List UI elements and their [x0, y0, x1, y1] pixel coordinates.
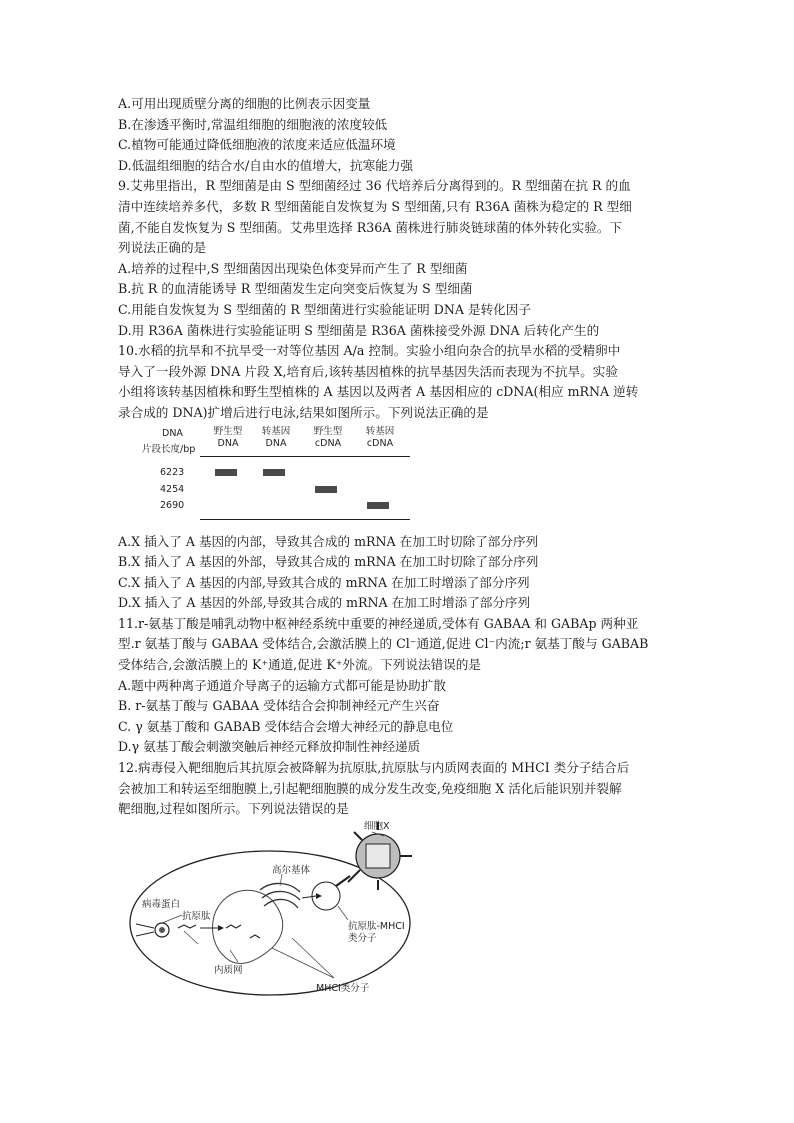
gel-lane-header: [254, 426, 298, 450]
option-line: A.培养的过程中,S 型细菌因出现染色体变异而产生了 R 型细菌: [118, 260, 468, 276]
question-11-options: [118, 676, 678, 758]
lane-label-line2: DNA: [265, 437, 287, 449]
lane-label-line2: cDNA: [314, 437, 342, 449]
gel-top-line: [200, 456, 410, 457]
option-line: D.γ 氨基丁酸会刺激突触后神经元释放抑制性神经递质: [118, 739, 421, 755]
option-line: C. γ 氨基丁酸和 GABAB 受体结合会增大神经元的静息电位: [118, 718, 454, 734]
stem-line: 靶细胞,过程如图所示。下列说法错误的是: [118, 801, 349, 817]
stem-line: 列说法正确的是: [118, 240, 207, 256]
label-complex: 抗原肽-MHCI: [348, 920, 405, 932]
label-virus-protein: 病毒蛋白: [142, 898, 181, 910]
label-golgi: 高尔基体: [272, 864, 311, 876]
gel-band: [263, 469, 285, 476]
question-12-stem: [118, 758, 678, 820]
stem-line: 12.病毒侵入靶细胞后其抗原会被降解为抗原肽,抗原肽与内质网表面的 MHCI 类分子结合后: [118, 760, 630, 776]
gel-lane-header: [206, 426, 250, 450]
lane-label-line1: 野生型: [313, 425, 343, 437]
option-line: B. r-氨基丁酸与 GABAA 受体结合会抑制神经元产生兴奋: [118, 698, 440, 714]
lane-label-line2: cDNA: [366, 437, 394, 449]
option-line: A.可用出现质壁分离的细胞的比例表示因变量: [118, 96, 371, 111]
label-er: 内质网: [214, 964, 243, 976]
option-line: B.X 插入了 A 基因的外部，导致其合成的 mRNA 在加工时切除了部分序列: [118, 554, 539, 570]
option-line: C.植物可能通过降低细胞液的浓度来适应低温环境: [118, 137, 396, 153]
gel-axis-label-unit: 片段长度/bp: [142, 443, 196, 455]
label-antigen-peptide: 抗原肽: [182, 910, 211, 922]
question-8-options: [118, 94, 678, 176]
gel-band: [315, 486, 337, 493]
stem-line: 10.水稻的抗旱和不抗旱受一对等位基因 A/a 控制。实验小组向杂合的抗旱水稻的受精卵中: [118, 343, 621, 359]
stem-line: 小组将该转基因植株和野生型植株的 A 基因以及两者 A 基因相应的 cDNA(相应 mRNA 逆转: [118, 384, 639, 400]
option-line: B.在渗透平衡时,常温组细胞的细胞液的浓度较低: [118, 116, 388, 132]
question-11-stem: [118, 614, 678, 676]
question-10-options: [118, 532, 678, 614]
label-cell-x: 细胞X: [364, 820, 390, 832]
lane-label-line1: 转基因: [261, 425, 291, 437]
gel-bottom-line: [200, 519, 410, 520]
lane-label-line1: 转基因: [365, 425, 395, 437]
electrophoresis-figure: [140, 426, 440, 526]
gel-band: [215, 469, 237, 476]
option-line: B.抗 R 的血清能诱导 R 型细菌发生定向突变后恢复为 S 型细菌: [118, 281, 473, 297]
antigen-presentation-figure: [122, 820, 422, 1000]
label-complex-2: 类分子: [348, 932, 377, 944]
exam-page: [118, 94, 678, 1000]
stem-line: 清中连续培养多代，多数 R 型细菌能自发恢复为 S 型细菌,只有 R36A 菌株为稳定的 R 型细: [118, 198, 632, 214]
stem-line: 会被加工和转运至细胞膜上,引起靶细胞膜的成分发生改变,免疫细胞 X 活化后能识别并裂解: [118, 780, 622, 796]
stem-line: 9.艾弗里指出，R 型细菌是由 S 型细菌经过 36 代培养后分离得到的。R 型细菌在抗 R 的血: [118, 178, 631, 194]
cell-diagram-graphic: [122, 820, 422, 1000]
option-line: C.X 插入了 A 基因的内部,导致其合成的 mRNA 在加工时增添了部分序列: [118, 574, 530, 590]
gel-size-label: 2690: [160, 499, 185, 511]
lane-label-line1: 野生型: [213, 425, 243, 437]
gel-lane-header: [358, 426, 402, 450]
gel-axis-label: DNA: [162, 427, 183, 439]
stem-line: 型.r 氨基丁酸与 GABAA 受体结合,会激活膜上的 Cl⁻通道,促进 Cl⁻内流;r 氨基丁酸与 GABAB: [118, 636, 649, 652]
question-9-options: [118, 259, 678, 341]
option-line: D.X 插入了 A 基因的外部,导致其合成的 mRNA 在加工时增添了部分序列: [118, 595, 531, 611]
option-line: A.题中两种离子通道介导离子的运输方式都可能是协助扩散: [118, 677, 446, 693]
stem-line: 菌,不能自发恢复为 S 型细菌。艾弗里选择 R36A 菌株进行肺炎链球菌的体外转化实验。下: [118, 219, 623, 235]
gel-size-label: 4254: [160, 483, 185, 495]
lane-label-line2: DNA: [217, 437, 239, 449]
option-line: D.低温组细胞的结合水/自由水的值增大，抗寒能力强: [118, 157, 413, 173]
label-mhc: MHCI类分子: [316, 982, 370, 994]
gel-band: [367, 502, 389, 509]
gel-lane-header: [306, 426, 350, 450]
stem-line: 11.r-氨基丁酸是哺乳动物中枢神经系统中重要的神经递质,受体有 GABAA 和 GABAp 两种亚: [118, 615, 639, 631]
question-9-stem: [118, 176, 678, 258]
option-line: D.用 R36A 菌株进行实验能证明 S 型细菌是 R36A 菌株接受外源 DNA 后转化产生的: [118, 322, 600, 338]
question-10-stem: [118, 341, 678, 423]
option-line: A.X 插入了 A 基因的内部，导致其合成的 mRNA 在加工时切除了部分序列: [118, 533, 539, 549]
option-line: C.用能自发恢复为 S 型细菌的 R 型细菌进行实验能证明 DNA 是转化因子: [118, 301, 531, 317]
stem-line: 受体结合,会激活膜上的 K⁺通道,促进 K⁺外流。下列说法错误的是: [118, 657, 481, 673]
gel-size-label: 6223: [160, 466, 185, 478]
stem-line: 导入了一段外源 DNA 片段 X,培育后,该转基因植株的抗旱基因失活而表现为不抗旱。实验: [118, 363, 618, 379]
stem-line: 录合成的 DNA)扩增后进行电泳,结果如图所示。下列说法正确的是: [118, 404, 489, 420]
